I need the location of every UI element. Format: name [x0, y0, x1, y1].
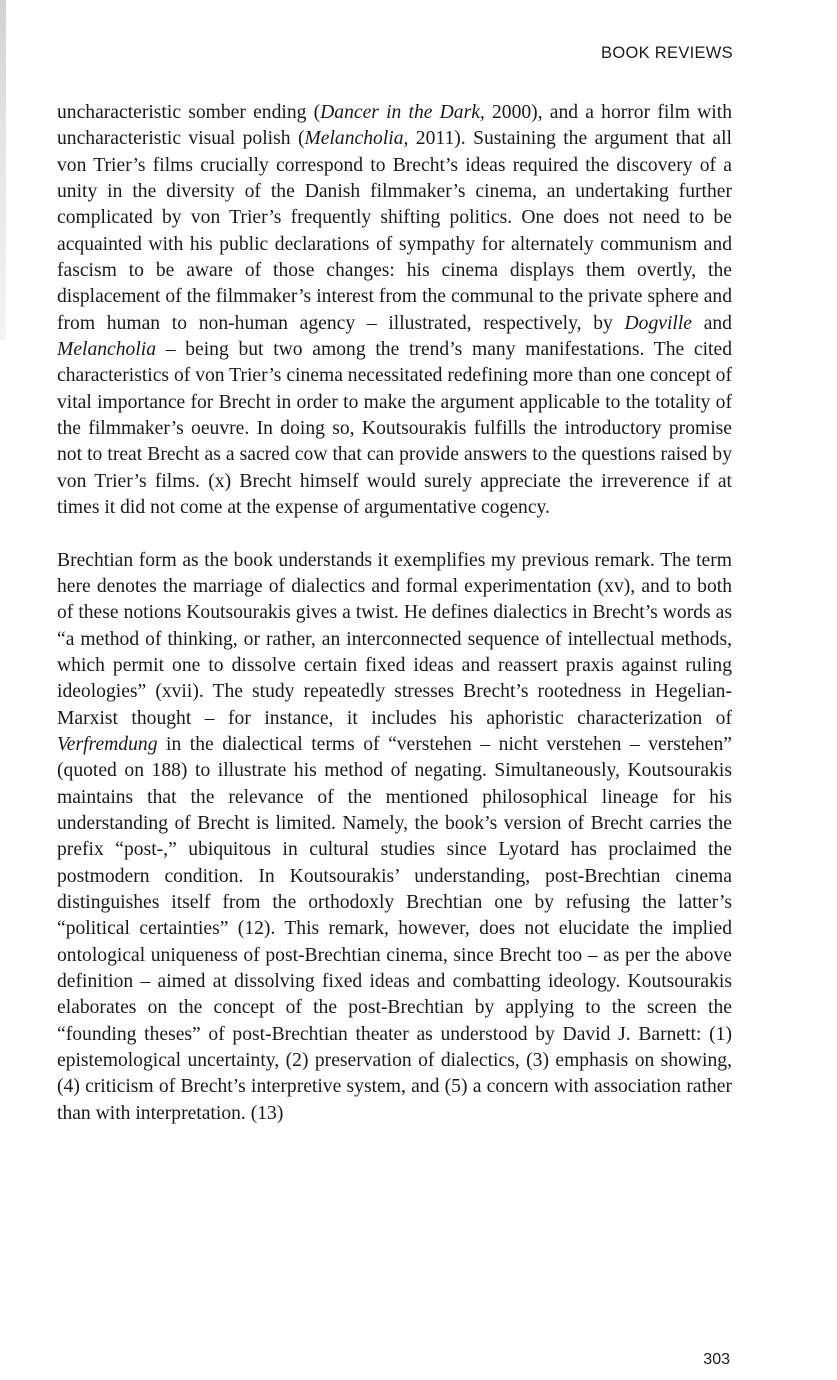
paragraph-1: [57, 100, 732, 522]
text-run: , 2000), and a horror film with uncharacteristic visual polish (: [57, 102, 732, 150]
text-run: , 2011). Sustaining the argument that all von Trier’s films crucially correspond to Brecht’s ideas required the discovery of a unity in the diversity of the Danish filmmaker’s cinema, an undertaking further complicated by von Trier’s frequently shifting politics. One does not need to be acquainted with his public declarations of sympathy for alternately communism and fascism to be aware of those changes: his cinema displays them overtly, the displacement of the filmmaker’s interest from the communal to the private sphere and from human to non-human agency – illustrated, respectively, by: [57, 128, 732, 334]
text-run: in the dialectical terms of “verstehen – nicht verstehen – verstehen” (quoted on 188) to illustrate his method of negating. Simultaneously, Koutsourakis maintains that the relevance of the mentioned philosophical lineage for his understanding of Brecht is limited. Namely, the book’s version of Brecht carries the prefix “post-,” ubiquitous in cultural studies since Lyotard has proclaimed the postmodern condition. In Koutsourakis’ understanding, post-Brechtian cinema distinguishes itself from the orthodoxly Brechtian one by refusing the latter’s “political certainties” (12). This remark, however, does not elucidate the implied ontological uniqueness of post-Brechtian cinema, since Brecht too – as per the above definition – aimed at dissolving fixed ideas and combatting ideology. Koutsourakis elaborates on the concept of the post-Brechtian by applying to the screen the “founding theses” of post-Brechtian theater as understood by David J. Barnett: (1) epistemological uncertainty, (2) preservation of dialectics, (3) emphasis on showing, (4) criticism of Brecht’s interpretive system, and (5) a concern with association rather than with interpretation. (13): [57, 733, 732, 1124]
page-binding-edge: [0, 0, 6, 340]
italic-title: Melancholia: [57, 339, 157, 361]
italic-title: Melancholia: [304, 128, 404, 150]
italic-title: Dogville: [624, 312, 692, 334]
text-run: Brechtian form as the book understands it exemplifies my previous remark. The term here denotes the marriage of dialectics and formal experimentation (xv), and to both of these notions Koutsourakis gives a twist. He defines dialectics in Brecht’s words as “a method of thinking, or rather, an interconnected sequence of intellectual methods, which permit one to dissolve certain fixed ideas and reassert praxis against ruling ideologies” (xvii). The study repeatedly stresses Brecht’s rootedness in Hegelian-Marxist thought – for instance, it includes his aphoristic characterization of: [57, 549, 732, 729]
text-run: and: [692, 312, 732, 334]
italic-title: Verfremdung: [57, 733, 158, 755]
text-run: – being but two among the trend’s many manifestations. The cited characteristics of von Trier’s cinema necessitated redefining more than one concept of vital importance for Brecht in order to make the argument applicable to the totality of the filmmaker’s oeuvre. In doing so, Koutsourakis fulfills the introductory promise not to treat Brecht as a sacred cow that can provide answers to the questions raised by von Trier’s films. (x) Brecht himself would surely appreciate the irreverence if at times it did not come at the expense of argumentative cogency.: [57, 339, 732, 519]
italic-title: Dancer in the Dark: [320, 102, 480, 123]
paragraph-2: [57, 548, 732, 1128]
text-run: uncharacteristic somber ending (: [57, 102, 321, 123]
running-head: BOOK REVIEWS: [601, 44, 733, 62]
article-body: [57, 100, 732, 1127]
page-number: 303: [703, 1351, 730, 1368]
